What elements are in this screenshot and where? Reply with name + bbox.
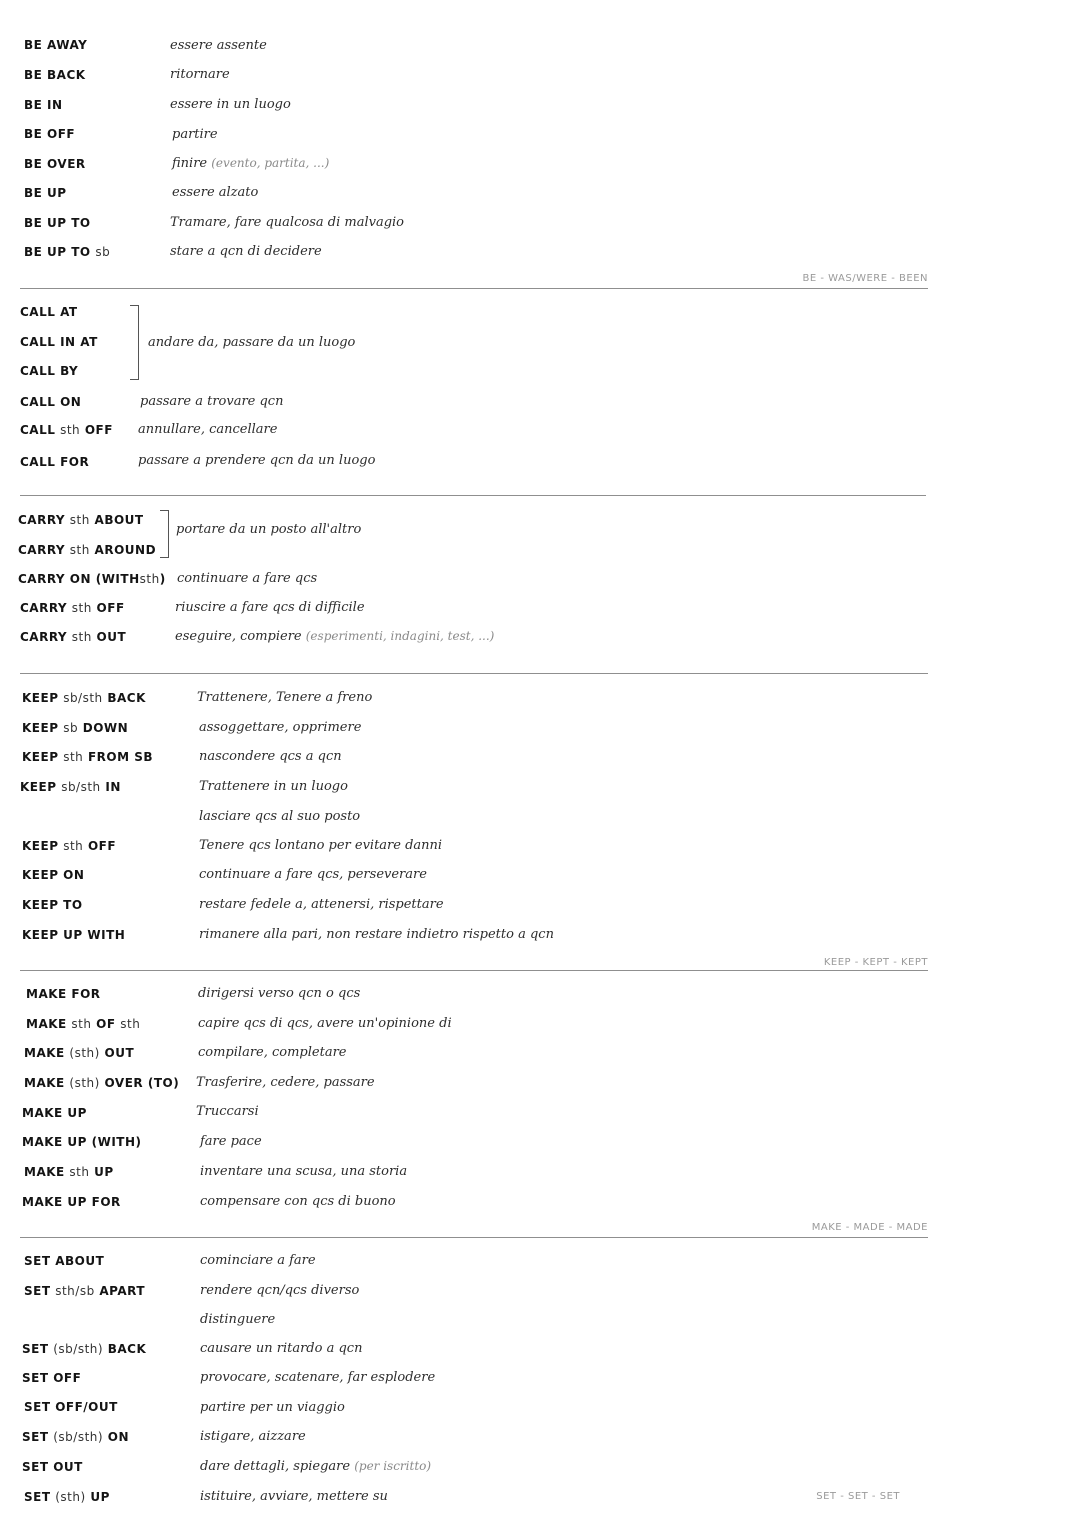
- verb-object: sth: [120, 1017, 141, 1031]
- meaning: rimanere alla pari, non restare indietro rispetto a qcn: [199, 927, 554, 942]
- bracket: [160, 510, 169, 558]
- verb-particle: OVER (TO): [104, 1076, 180, 1090]
- meaning: assoggettare, opprimere: [199, 720, 362, 735]
- verb: [20, 601, 125, 615]
- verb: KEEP TO: [22, 898, 83, 912]
- meaning: andare da, passare da un luogo: [148, 335, 356, 350]
- meaning: Trasferire, cedere, passare: [196, 1075, 375, 1090]
- meaning: lasciare qcs al suo posto: [199, 809, 361, 824]
- meaning: rendere qcn/qcs diverso: [200, 1283, 360, 1298]
- meaning: nascondere qcs a qcn: [199, 749, 342, 764]
- verb: BE OFF: [24, 127, 76, 141]
- verb: [26, 1017, 140, 1031]
- meaning: dirigersi verso qcn o qcs: [198, 986, 361, 1001]
- verb-forms: KEEP - KEPT - KEPT: [823, 957, 928, 968]
- verb: BE UP TO: [24, 216, 91, 230]
- verb: CALL ON: [20, 395, 82, 409]
- verb-text: CALL: [20, 423, 56, 437]
- meaning-note: (per iscritto): [354, 1459, 432, 1473]
- section-divider: [20, 495, 926, 496]
- meaning: essere assente: [170, 38, 267, 53]
- verb-particle: BACK: [107, 691, 146, 705]
- meaning: portare da un posto all'altro: [176, 522, 362, 537]
- verb-particle: ABOUT: [94, 513, 144, 527]
- verb: BE UP: [24, 186, 67, 200]
- meaning: stare a qcn di decidere: [170, 244, 322, 259]
- verb-object: sth: [71, 601, 92, 615]
- verb-particle: OUT: [96, 630, 127, 644]
- meaning: compilare, completare: [198, 1045, 347, 1060]
- verb-object: sth: [69, 1165, 90, 1179]
- meaning: istituire, avviare, mettere su: [200, 1489, 388, 1504]
- verb-particle: OFF: [84, 423, 113, 437]
- verb-object: (sth): [69, 1076, 100, 1090]
- meaning: fare pace: [200, 1134, 262, 1149]
- verb-particle: OUT: [104, 1046, 135, 1060]
- verb: [24, 245, 110, 259]
- meaning: ritornare: [170, 67, 230, 82]
- verb-text: CARRY: [20, 601, 68, 615]
- verb-text: KEEP: [22, 721, 59, 735]
- verb: [18, 572, 166, 586]
- verb: SET OUT: [22, 1460, 83, 1474]
- section-divider: [20, 1237, 928, 1238]
- meaning-text: dare dettagli, spiegare: [200, 1459, 351, 1474]
- verb-text: KEEP: [22, 839, 59, 853]
- verb-forms: BE - WAS/WERE - BEEN: [802, 273, 928, 284]
- verb: KEEP ON: [22, 868, 85, 882]
- verb: SET ABOUT: [24, 1254, 105, 1268]
- meaning: Tramare, fare qualcosa di malvagio: [170, 215, 404, 230]
- verb-particle: DOWN: [82, 721, 129, 735]
- verb-particle: IN: [105, 780, 121, 794]
- meaning: continuare a fare qcs, perseverare: [199, 867, 427, 882]
- meaning: distinguere: [200, 1312, 276, 1327]
- verb: CALL FOR: [20, 455, 90, 469]
- meaning: istigare, aizzare: [200, 1429, 306, 1444]
- verb: BE IN: [24, 98, 63, 112]
- meaning: causare un ritardo a qcn: [200, 1341, 363, 1356]
- meaning: provocare, scatenare, far esplodere: [200, 1370, 436, 1385]
- verb: [20, 423, 113, 437]
- verb-text: BE UP TO: [24, 245, 91, 259]
- meaning-text: eseguire, compiere: [175, 629, 302, 644]
- verb-text: SET: [24, 1490, 51, 1504]
- verb-object: (sb/sth): [53, 1342, 104, 1356]
- verb-forms: SET - SET - SET: [816, 1491, 900, 1502]
- verb: SET OFF: [22, 1371, 82, 1385]
- meaning: Tenere qcs lontano per evitare danni: [199, 838, 443, 853]
- verb-object: sth: [71, 630, 92, 644]
- verb-text: CARRY: [18, 543, 66, 557]
- verb: KEEP UP WITH: [22, 928, 126, 942]
- meaning: partire per un viaggio: [200, 1400, 345, 1415]
- verb-particle: UP: [94, 1165, 114, 1179]
- section-divider: [20, 288, 928, 289]
- verb-particle: OFF: [96, 601, 125, 615]
- verb: [20, 630, 126, 644]
- verb: [22, 750, 153, 764]
- verb-object: sth: [69, 513, 90, 527]
- section-divider: [20, 970, 928, 971]
- verb: [18, 543, 156, 557]
- verb-object: (sth): [69, 1046, 100, 1060]
- verb: CALL AT: [20, 305, 78, 319]
- verb: BE OVER: [24, 157, 86, 171]
- meaning: essere in un luogo: [170, 97, 291, 112]
- verb-text: CARRY: [18, 513, 66, 527]
- verb-particle: OFF: [87, 839, 117, 853]
- meaning-text: finire: [172, 156, 208, 171]
- verb-text: SET: [24, 1284, 51, 1298]
- verb-object: sth: [63, 839, 84, 853]
- verb: [22, 839, 116, 853]
- verb: MAKE FOR: [26, 987, 101, 1001]
- meaning: cominciare a fare: [200, 1253, 316, 1268]
- verb: MAKE UP FOR: [22, 1195, 121, 1209]
- verb: [24, 1490, 110, 1504]
- verb: [22, 721, 128, 735]
- meaning: restare fedele a, attenersi, rispettare: [199, 897, 444, 912]
- meaning: annullare, cancellare: [138, 422, 278, 437]
- verb-particle: ): [159, 572, 166, 586]
- section-divider: [20, 673, 928, 674]
- meaning: Truccarsi: [196, 1104, 259, 1119]
- verb-object: sth: [60, 423, 81, 437]
- meaning: [175, 629, 494, 644]
- verb-particle: AROUND: [94, 543, 157, 557]
- meaning: inventare una scusa, una storia: [200, 1164, 408, 1179]
- verb: [24, 1165, 114, 1179]
- verb-particle: ON: [107, 1430, 129, 1444]
- verb-text: MAKE: [24, 1076, 65, 1090]
- verb-particle: UP: [90, 1490, 110, 1504]
- verb: SET OFF/OUT: [24, 1400, 118, 1414]
- meaning-note: (esperimenti, indagini, test, ...): [305, 629, 495, 643]
- verb: [24, 1284, 145, 1298]
- verb-particle: BACK: [107, 1342, 147, 1356]
- verb: [18, 513, 144, 527]
- meaning-note: (evento, partita, ...): [211, 156, 330, 170]
- verb: CALL BY: [20, 364, 79, 378]
- meaning: continuare a fare qcs: [177, 571, 318, 586]
- meaning: Trattenere in un luogo: [199, 779, 348, 794]
- verb: [22, 691, 146, 705]
- verb-object: (sth): [55, 1490, 86, 1504]
- verb: [24, 1046, 134, 1060]
- verb: CALL IN AT: [20, 335, 98, 349]
- verb-object: sth: [71, 1017, 92, 1031]
- meaning: riuscire a fare qcs di difficile: [175, 600, 365, 615]
- verb: [22, 1430, 129, 1444]
- verb: BE AWAY: [24, 38, 88, 52]
- verb-object: sth: [63, 750, 84, 764]
- verb-text: MAKE: [24, 1046, 65, 1060]
- verb: [20, 780, 121, 794]
- meaning: [200, 1459, 431, 1474]
- meaning: Trattenere, Tenere a freno: [197, 690, 373, 705]
- verb-text: MAKE: [24, 1165, 65, 1179]
- meaning: partire: [172, 127, 218, 142]
- verb-object: sth: [139, 572, 160, 586]
- meaning: passare a prendere qcn da un luogo: [138, 453, 376, 468]
- verb-object: sb/sth: [63, 691, 103, 705]
- bracket: [130, 305, 139, 380]
- verb-object: sth/sb: [55, 1284, 95, 1298]
- verb-object: sb: [95, 245, 111, 259]
- verb-text: CARRY ON (WITH: [18, 572, 140, 586]
- meaning: passare a trovare qcn: [140, 394, 284, 409]
- verb-text: CARRY: [20, 630, 68, 644]
- meaning: essere alzato: [172, 185, 259, 200]
- verb-object: sth: [69, 543, 90, 557]
- verb-text: KEEP: [22, 691, 59, 705]
- verb-particle: FROM SB: [87, 750, 153, 764]
- verb-text: KEEP: [22, 750, 59, 764]
- meaning: capire qcs di qcs, avere un'opinione di: [198, 1016, 452, 1031]
- meaning: [172, 156, 329, 171]
- verb-particle: APART: [99, 1284, 146, 1298]
- verb-object: sb/sth: [61, 780, 101, 794]
- verb: MAKE UP (WITH): [22, 1135, 142, 1149]
- verb-text: MAKE: [26, 1017, 67, 1031]
- verb-forms: MAKE - MADE - MADE: [811, 1222, 928, 1233]
- verb: [22, 1342, 146, 1356]
- verb-particle: OF: [96, 1017, 116, 1031]
- verb-object: sb: [63, 721, 79, 735]
- verb-text: KEEP: [20, 780, 57, 794]
- verb: [24, 1076, 179, 1090]
- verb-text: SET: [22, 1342, 49, 1356]
- verb-text: SET: [22, 1430, 49, 1444]
- verb-object: (sb/sth): [53, 1430, 104, 1444]
- verb: MAKE UP: [22, 1106, 87, 1120]
- meaning: compensare con qcs di buono: [200, 1194, 396, 1209]
- verb: BE BACK: [24, 68, 86, 82]
